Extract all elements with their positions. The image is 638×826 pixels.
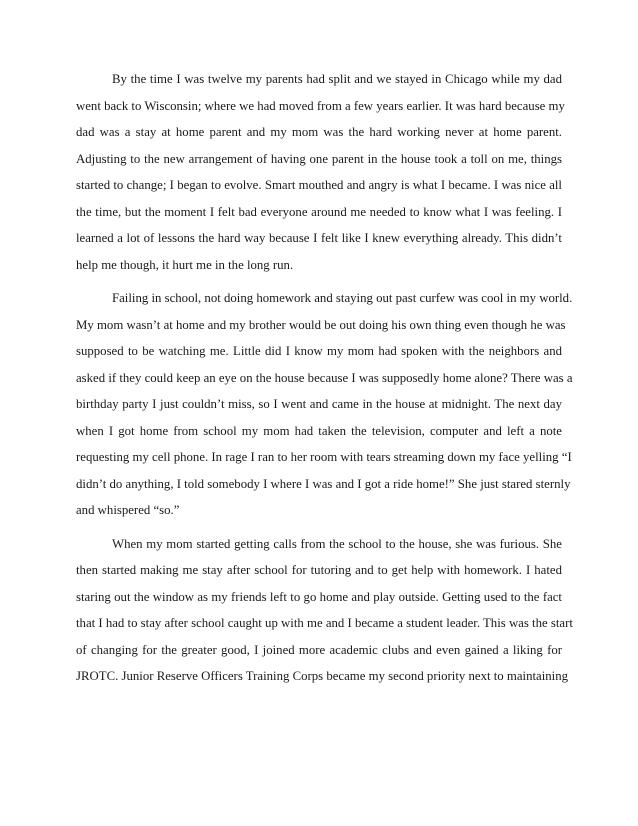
text-line: When my mom started getting calls from the school to the house, she was furious. She	[112, 536, 562, 551]
text-line: birthday party I just couldn’t miss, so I went and came in the house at midnight. The next day	[76, 397, 562, 411]
text-line: when I got home from school my mom had taken the television, computer and left a note	[76, 423, 562, 438]
text-line: help me though, it hurt me in the long run.	[76, 257, 294, 272]
paragraph-1	[76, 66, 565, 278]
text-line: staring out the window as my friends left to go home and play outside. Getting used to the fact	[76, 589, 562, 604]
text-line: Adjusting to the new arrangement of having one parent in the house took a toll on me, things	[76, 151, 562, 166]
text-line: didn’t do anything, I told somebody I where I was and I got a ride home!” She just stared sternly	[76, 476, 571, 491]
text-line: that I had to stay after school caught up with me and I became a student leader. This was the start	[76, 616, 573, 630]
text-line: dad was a stay at home parent and my mom was the hard working never at home parent.	[76, 125, 562, 139]
text-line: JROTC. Junior Reserve Officers Training Corps became my second priority next to maintaining	[76, 669, 569, 683]
text-line: Failing in school, not doing homework and staying out past curfew was cool in my world.	[112, 291, 573, 305]
text-line: requesting my cell phone. In rage I ran to her room with tears streaming down my face yelling “I	[76, 450, 572, 464]
paragraph-3	[76, 531, 573, 690]
text-line: My mom wasn’t at home and my brother would be out doing his own thing even though he was	[76, 317, 566, 332]
text-line: asked if they could keep an eye on the house because I was supposedly home alone? There was a	[76, 370, 573, 385]
text-line: then started making me stay after school for tutoring and to get help with homework. I hated	[76, 563, 562, 577]
text-line: of changing for the greater good, I joined more academic clubs and even gained a liking for	[76, 642, 562, 657]
text-line: went back to Wisconsin; where we had moved from a few years earlier. It was hard because my	[76, 98, 565, 113]
paragraph-2	[76, 285, 573, 524]
text-line: started to change; I began to evolve. Smart mouthed and angry is what I became. I was nice all	[76, 178, 562, 192]
text-line: learned a lot of lessons the hard way because I felt like I knew everything already. This didn’t	[76, 231, 562, 245]
text-line: and whispered “so.”	[76, 503, 180, 517]
text-line: the time, but the moment I felt bad everyone around me needed to know what I was feeling. I	[76, 204, 562, 219]
text-line: By the time I was twelve my parents had split and we stayed in Chicago while my dad	[112, 72, 562, 86]
text-line: supposed to be watching me. Little did I know my mom had spoken with the neighbors and	[76, 344, 562, 358]
